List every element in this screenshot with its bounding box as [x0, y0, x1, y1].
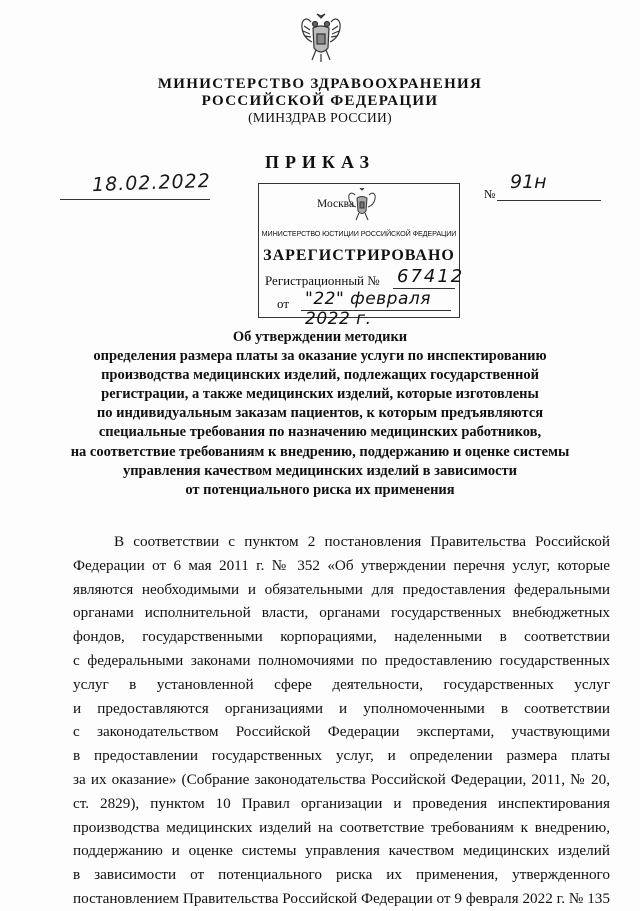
- body-line: за их оказание» (Собрание законодательства Российской Федерации, 2011, № 20,: [73, 770, 610, 788]
- document-type-heading: ПРИКАЗ: [264, 152, 376, 172]
- title-line: специальные требования по назначению медицинских работников,: [98, 424, 542, 441]
- title-line: на соответствие требованиям к внедрению, поддержанию и оценке системы: [70, 443, 570, 460]
- coat-of-arms-emblem: [298, 12, 344, 64]
- stamp-reg-number-label: Регистрационный №: [265, 273, 380, 288]
- body-line: с федеральными законами полномочиями по предоставлению государственных: [73, 651, 610, 669]
- stamp-city: Москва: [317, 198, 355, 210]
- body-line: в предоставлении государственных услуг, и определении размера платы: [73, 747, 610, 765]
- body-line: и предоставляются организациями и уполномоченными в соответствии: [73, 699, 610, 717]
- body-line: фондов, государственными корпорациями, наделенными в соответствии: [73, 628, 610, 646]
- title-line: по индивидуальным заказам пациентов, к которым предъявляются: [96, 405, 544, 422]
- stamp-date-label: от: [277, 296, 290, 311]
- document-title: [40, 328, 600, 500]
- ministry-short-name: (МИНЗДРАВ РОССИИ): [248, 110, 392, 125]
- stamp-reg-number: 67412: [397, 266, 465, 287]
- stamp-date-underline: [301, 310, 451, 311]
- ministry-name-line2: РОССИЙСКОЙ ФЕДЕРАЦИИ: [201, 93, 439, 109]
- ministry-name-line1: МИНИСТЕРСТВО ЗДРАВООХРАНЕНИЯ: [157, 76, 483, 92]
- body-paragraph: [73, 530, 610, 911]
- body-line: с законодательством Российской Федерации экспертами, участвующими: [73, 723, 610, 741]
- order-date: 18.02.2022: [91, 169, 212, 197]
- title-line: от потенциального риска их применения: [185, 481, 455, 498]
- title-line: управления качеством медицинских изделий в зависимости: [122, 462, 518, 479]
- order-date-underline: [60, 199, 210, 200]
- order-number-label: №: [484, 187, 496, 201]
- stamp-emblem-icon: [347, 188, 377, 222]
- body-line: производства медицинских изделий на соответствие требованиям к внедрению,: [73, 818, 610, 836]
- registration-stamp: [258, 183, 465, 329]
- body-line: в зависимости от потенциального риска их применения, утвержденного: [73, 866, 610, 884]
- body-line: ст. 2829), пунктом 10 Правил организации и проведения инспектирования: [73, 794, 610, 812]
- body-line: постановлением Правительства Российской Федерации от 9 февраля 2022 г. № 135: [73, 889, 610, 907]
- title-line: регистрации, а также медицинских изделий, которые изготовлены: [101, 386, 539, 403]
- order-number: 91н: [510, 171, 547, 193]
- stamp-ministry: МИНИСТЕРСТВО ЮСТИЦИИ РОССИЙСКОЙ ФЕДЕРАЦИИ: [261, 229, 457, 238]
- body-line: органами исполнительной власти, органами государственных внебюджетных: [73, 604, 610, 622]
- body-line: В соответствии с пунктом 2 постановления Правительства Российской: [114, 533, 610, 550]
- body-line: услуг в установленной сфере деятельности, государственных услуг: [73, 675, 610, 693]
- body-line: являются необходимыми и обязательными для предоставления федеральными: [73, 580, 610, 598]
- stamp-date: "22" февраля 2022 г.: [305, 289, 431, 329]
- body-line: Федерации от 6 мая 2011 г. № 352 «Об утверждении перечня услуг, которые: [73, 556, 610, 574]
- stamp-status: ЗАРЕГИСТРИРОВАНО: [263, 247, 455, 264]
- title-line: определения размера платы за оказание услуги по инспектированию: [93, 348, 547, 365]
- title-line: Об утверждении методики: [232, 329, 408, 345]
- body-line: поддержанию и оценке системы управления качеством медицинских изделий: [73, 842, 610, 860]
- title-line: производства медицинских изделий, подлежащих государственной: [101, 367, 539, 384]
- order-number-underline: [497, 200, 601, 201]
